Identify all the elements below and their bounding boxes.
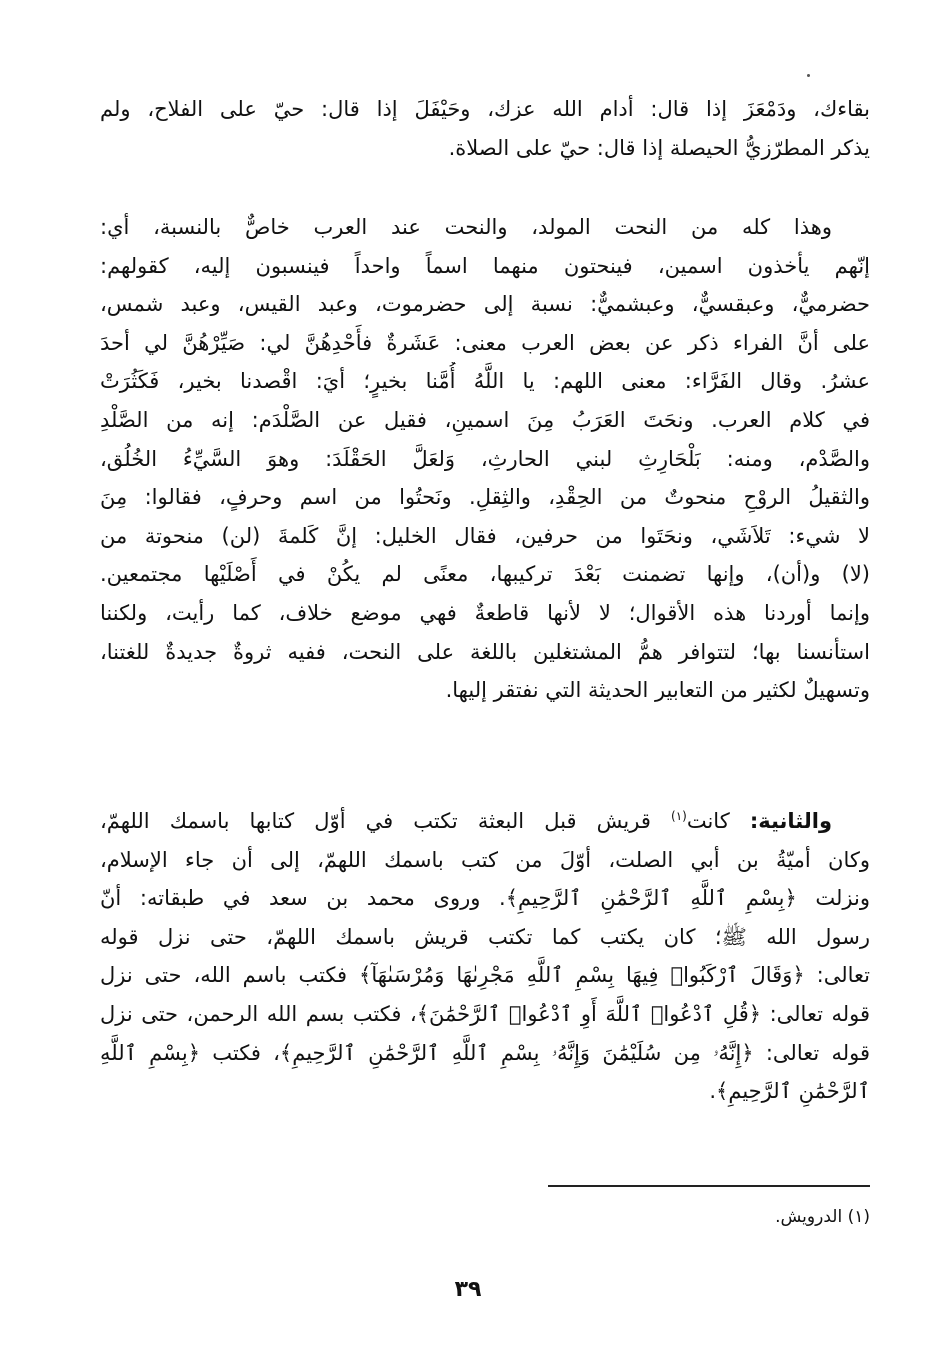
text-line: وإنما أوردنا هذه الأقوال؛ لا لأنها قاطعةٌ فهي موضع خلاف، كما رأيت، ولكننا <box>100 600 870 625</box>
text-line: والصَّدْم، ومنه: بَلْحَارِثِ لبني الحارثِ، وَلعَلَّ الحَقْلَدَ: وهوَ السَّيِّءُ الخُلُق، <box>100 446 870 471</box>
paragraph-2 <box>100 208 870 710</box>
text-line: تعالى: ﴿وَقَالَ ٱرْكَبُوا۟ فِيهَا بِسْمِ ٱللَّهِ مَجْرِىٰهَا وَمُرْسَىٰهَآ﴾ فكتب باسم الله، حتى نزل <box>100 963 870 988</box>
page-number: ٣٩ <box>454 1277 482 1302</box>
text-line: وهذا كله من النحت المولد، والنحت عند العرب خاصٌّ بالنسبة، أي: <box>100 215 832 239</box>
text-line: إنّهم يأخذون اسمين، فينحتون منهما اسماً واحداً فينسبون إليه، كقولهم: <box>100 253 870 278</box>
text-line: رسول الله ﷺ؛ كان يكتب كما تكتب قريش باسمك اللهمّ، حتى نزل قوله <box>100 924 870 949</box>
text-line: قوله تعالى: ﴿إِنَّهُۥ مِن سُلَيْمَٰنَ وَإِنَّهُۥ بِسْمِ ٱللَّهِ ٱلرَّحْمَٰنِ ٱلرَّحِيمِ﴾، فكتب ﴿بِسْمِ ٱللَّهِ <box>100 1040 870 1065</box>
text-line: حضرميٌّ، وعبقسيٌّ، وعبشميٌّ: نسبة إلى حضرموت، وعبد القيس، وعبد شمس، <box>100 292 870 317</box>
paragraph-3 <box>100 802 870 1111</box>
lead-text: كانت <box>686 809 750 833</box>
text-line: بقاءك، ودَمْعَزَ إذا قال: أدام الله عزك، وحَيْفَلَ إذا قال: حيّ على الفلاح، ولم <box>100 97 870 121</box>
text-line: في كلام العرب. ونحَتَ العَرَبُ مِنَ اسمينِ، فقيل عن الصَّلْدَم: إنه من الصَّلْدِ <box>100 407 870 432</box>
section-lead: والثانية: <box>749 809 832 833</box>
text-line: (لا) و(أن)، وإنها تضمنت بَعْدَ تركيبها، معنًى لم يكُنْ في أَصْلَيْها مجتمعين. <box>100 562 870 587</box>
text-line: استأنسنا بها؛ لتتوافر همُّ المشتغلين باللغة على النحت، ففيه ثروةٌ جديدةٌ للغتنا، <box>100 639 870 664</box>
footnote-reference[interactable]: (١) <box>671 809 687 823</box>
paragraph-1 <box>100 90 870 167</box>
text-line: ٱلرَّحْمَٰنِ ٱلرَّحِيمِ﴾. <box>709 1079 870 1104</box>
text-line: ونزلت ﴿بِسْمِ ٱللَّهِ ٱلرَّحْمَٰنِ ٱلرَّحِيمِ﴾. وروى محمد بن سعد في طبقاته: أنّ <box>100 886 870 911</box>
text-line: عشرُ. وقال الفَرَّاء: معنى اللهم: يا اللَّهُ أُمَّنا بخيرٍ؛ أيَ: اقْصدنا بخير، فَكَثُرَتْ <box>100 369 870 394</box>
footnote-text: الدرويش. <box>775 1207 843 1227</box>
text-line-first <box>100 802 870 841</box>
text-line: والثقيلُ الروْحِ منحوتٌ من الحِقْدِ، والثِقلِ. ونَحتُوا من اسم وحرفٍ، فقالوا: مِنَ <box>100 485 870 510</box>
footnote-divider <box>548 1185 870 1187</box>
text-line: لا شيء: تَلاَشَي، ونحَتَوا من حرفين، فقال الخليل: إنَّ كَلمةَ (لن) منحوتة من <box>100 523 870 548</box>
text-line: قوله تعالى: ﴿قُلِ ٱدْعُوا۟ ٱللَّهَ أَوِ ٱدْعُوا۟ ٱلرَّحْمَٰنَ﴾، فكتب بسم الله الرحمن، حتى نزل <box>100 1001 870 1026</box>
text-line: وكان أميّةُ بن أبي الصلت، أوّلَ من كتب باسمك اللهمّ، إلى أن جاء الإسلام، <box>100 847 870 872</box>
text-line: وتسهيلٌ لكثير من التعابير الحديثة التي نفتقر إليها. <box>445 678 870 703</box>
text-line: يذكر المطرّزيُّ الحيصلة إذا قال: حيّ على الصلاة. <box>448 135 870 160</box>
scan-speck <box>807 74 810 77</box>
footnote <box>775 1203 870 1231</box>
text-line: على أنَّ الفراء ذكر عن بعض العرب معنى: عَشَرةٌ فأَحْدِهُنَّ لي: صَيِّرْهُنَّ لي أحدَ <box>100 330 870 355</box>
footnote-number: (١) <box>847 1207 870 1227</box>
lead-text-rest: قريش قبل البعثة تكتب في أوّل كتابها باسمك اللهمّ، <box>100 809 671 833</box>
